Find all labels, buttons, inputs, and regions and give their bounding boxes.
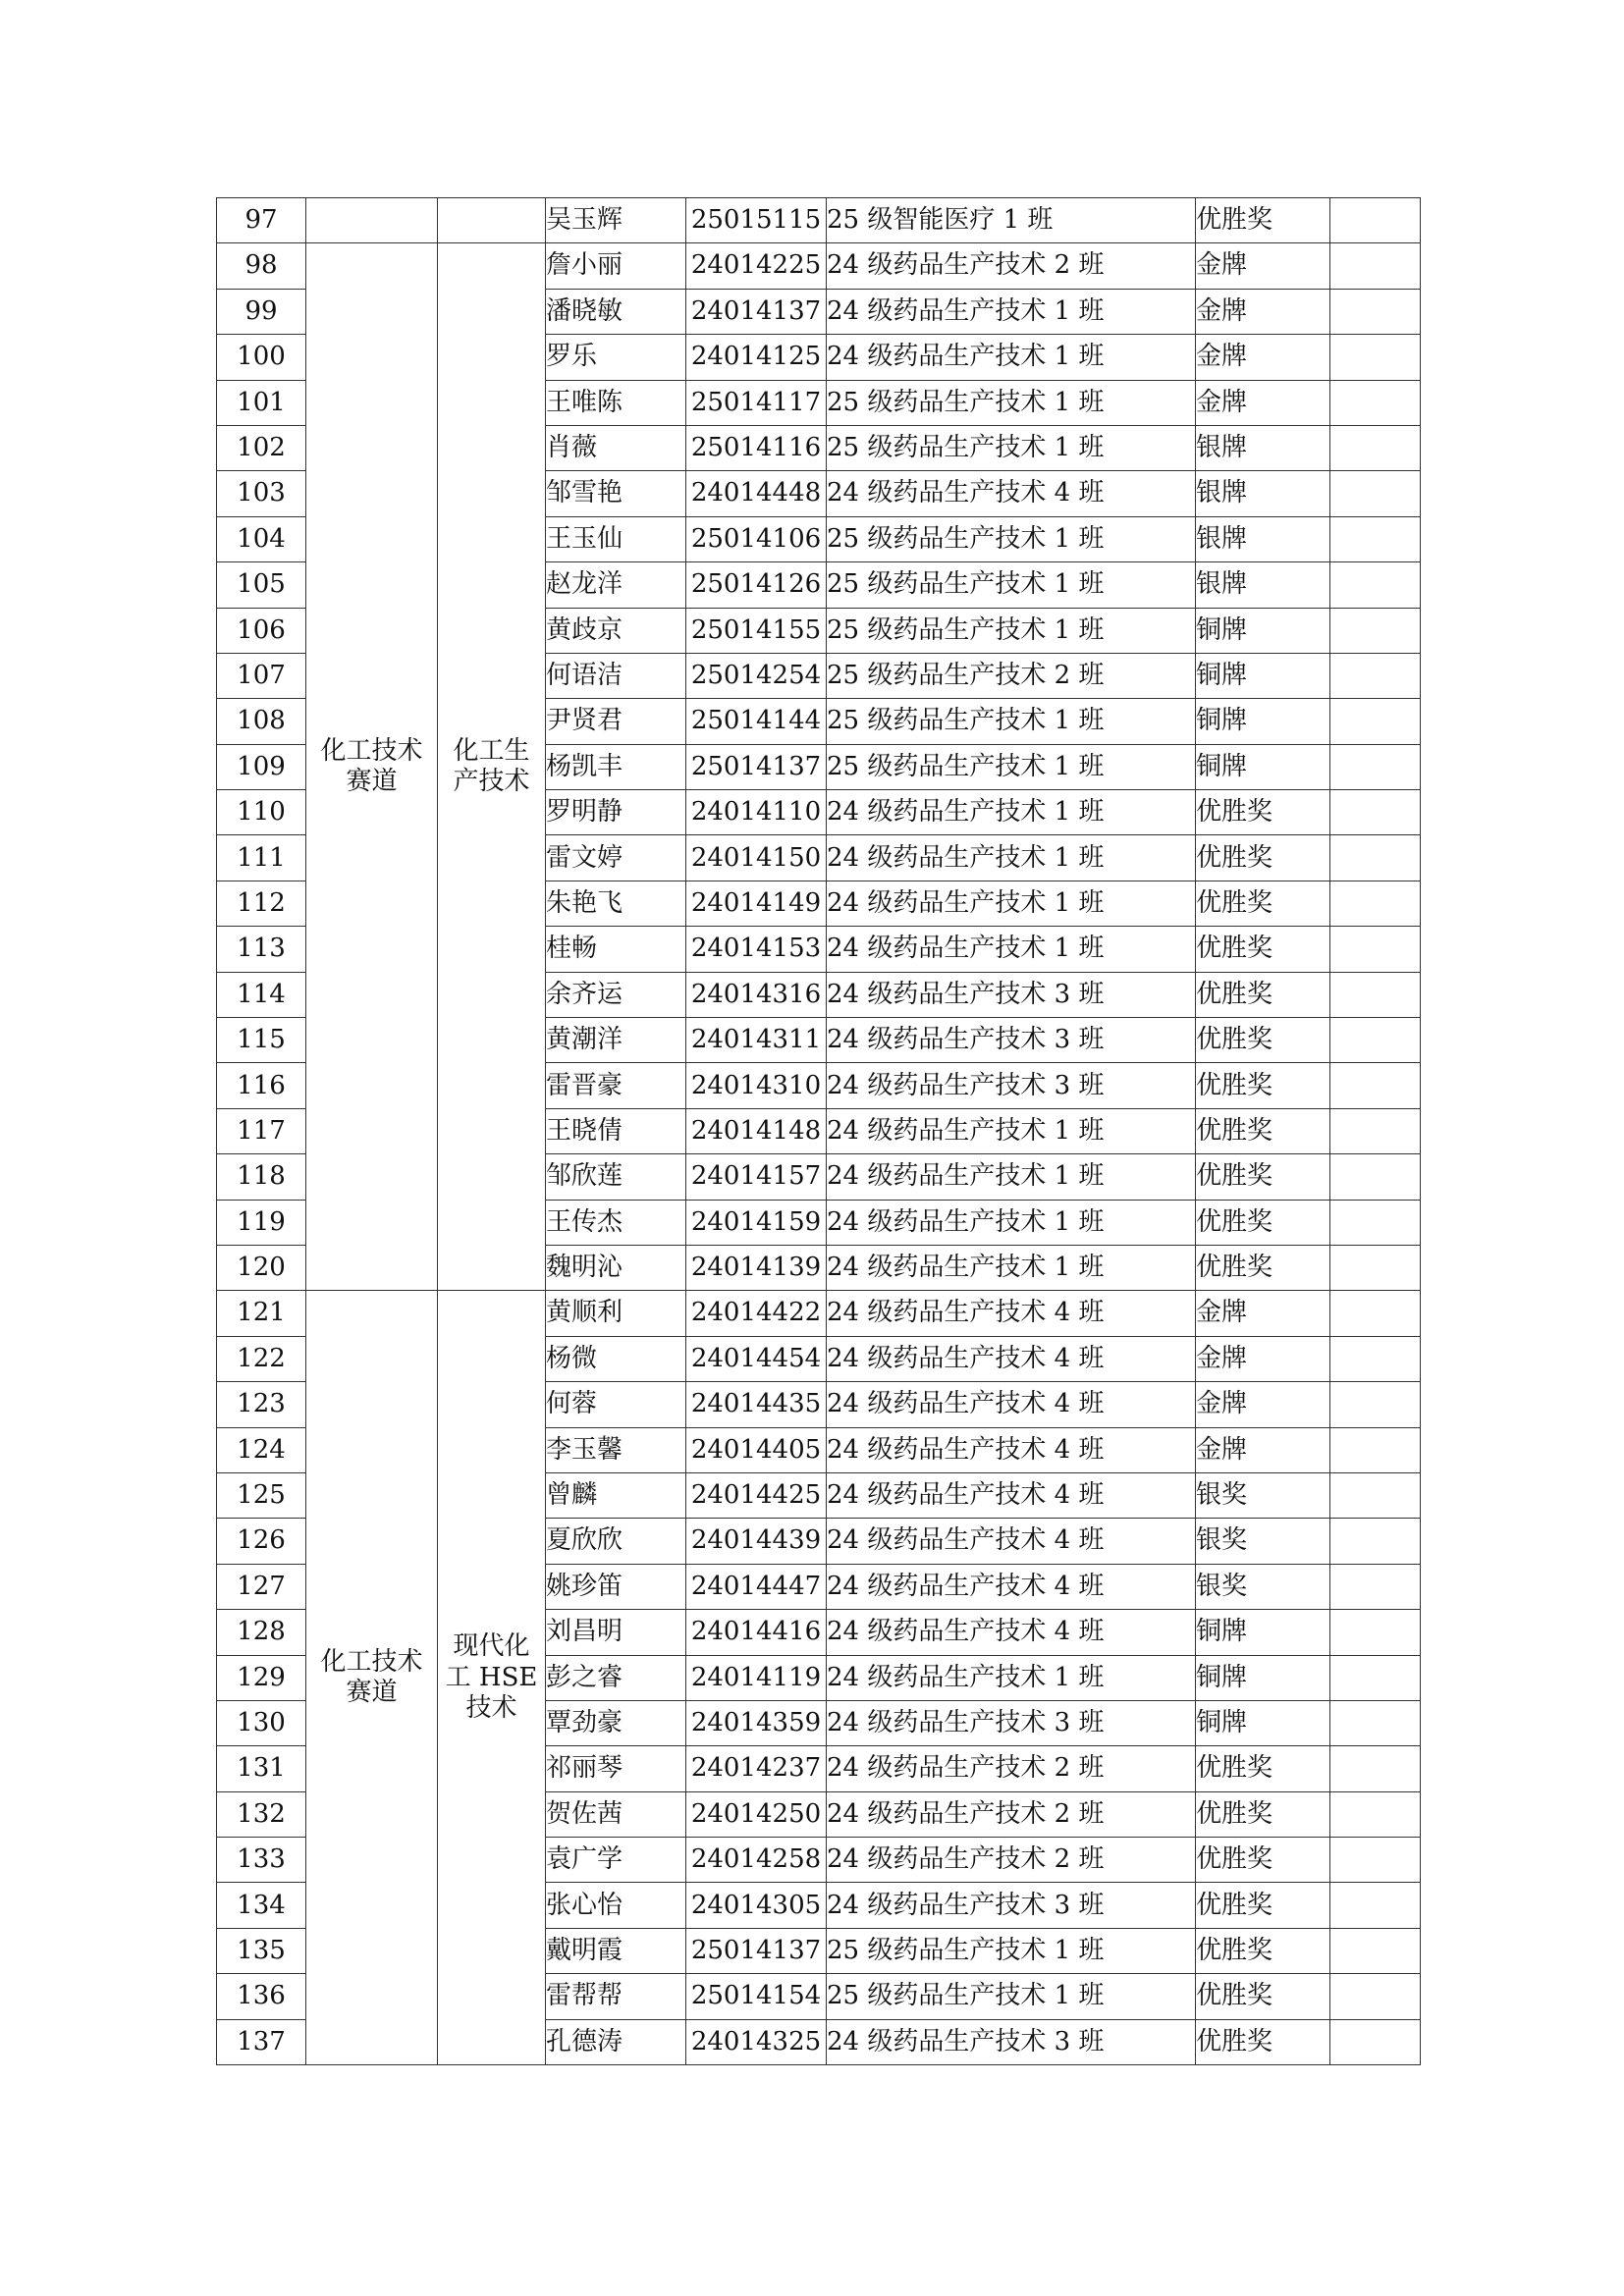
- student-name-cell: 戴明霞: [546, 1928, 686, 1973]
- student-id-cell: 24014159: [686, 1200, 827, 1245]
- student-id-cell: 24014447: [686, 1564, 827, 1609]
- award-cell: 金牌: [1196, 335, 1330, 380]
- remarks-cell: [1330, 2019, 1421, 2064]
- remarks-cell: [1330, 198, 1421, 243]
- remarks-cell: [1330, 1791, 1421, 1837]
- student-name-cell: 邹欣莲: [546, 1154, 686, 1200]
- award-cell: 优胜奖: [1196, 972, 1330, 1017]
- remarks-cell: [1330, 744, 1421, 789]
- class-cell: 24 级药品生产技术 4 班: [827, 1519, 1196, 1564]
- track-cell: [306, 198, 438, 243]
- remarks-cell: [1330, 1382, 1421, 1427]
- student-id-cell: 24014435: [686, 1382, 827, 1427]
- remarks-cell: [1330, 1063, 1421, 1108]
- row-number-cell: 124: [217, 1427, 306, 1472]
- award-cell: 银牌: [1196, 471, 1330, 516]
- row-number-cell: 109: [217, 744, 306, 789]
- class-cell: 24 级药品生产技术 2 班: [827, 1838, 1196, 1883]
- class-cell: 24 级药品生产技术 4 班: [827, 1427, 1196, 1472]
- remarks-cell: [1330, 1200, 1421, 1245]
- remarks-cell: [1330, 289, 1421, 334]
- track-label: 化工技术 赛道: [320, 736, 423, 797]
- project-cell: [438, 198, 546, 243]
- student-id-cell: 24014325: [686, 2019, 827, 2064]
- class-cell: 25 级药品生产技术 1 班: [827, 1928, 1196, 1973]
- award-cell: 金牌: [1196, 1382, 1330, 1427]
- class-cell: 24 级药品生产技术 3 班: [827, 2019, 1196, 2064]
- remarks-cell: [1330, 699, 1421, 744]
- student-id-cell: 24014125: [686, 335, 827, 380]
- award-cell: 优胜奖: [1196, 835, 1330, 881]
- remarks-cell: [1330, 1519, 1421, 1564]
- table-row: [217, 243, 1421, 289]
- award-cell: 金牌: [1196, 1427, 1330, 1472]
- student-name-cell: 彭之睿: [546, 1655, 686, 1700]
- student-name-cell: 王传杰: [546, 1200, 686, 1245]
- award-table-body: [217, 198, 1421, 2065]
- row-number-cell: 120: [217, 1245, 306, 1290]
- student-name-cell: 孔德涛: [546, 2019, 686, 2064]
- remarks-cell: [1330, 608, 1421, 653]
- award-cell: 金牌: [1196, 1291, 1330, 1336]
- student-name-cell: 张心怡: [546, 1883, 686, 1928]
- track-label: 化工技术 赛道: [320, 1647, 423, 1708]
- award-cell: 优胜奖: [1196, 927, 1330, 972]
- award-cell: 铜牌: [1196, 653, 1330, 698]
- class-cell: 24 级药品生产技术 3 班: [827, 1018, 1196, 1063]
- remarks-cell: [1330, 380, 1421, 425]
- student-name-cell: 杨凯丰: [546, 744, 686, 789]
- project-label: 现代化 工 HSE 技术: [445, 1631, 538, 1723]
- student-name-cell: 黄歧京: [546, 608, 686, 653]
- award-cell: 优胜奖: [1196, 1974, 1330, 2019]
- student-id-cell: 24014150: [686, 835, 827, 881]
- student-id-cell: 24014153: [686, 927, 827, 972]
- student-id-cell: 24014119: [686, 1655, 827, 1700]
- award-cell: 银奖: [1196, 1564, 1330, 1609]
- class-cell: 25 级药品生产技术 1 班: [827, 744, 1196, 789]
- student-name-cell: 曾麟: [546, 1472, 686, 1518]
- row-number-cell: 118: [217, 1154, 306, 1200]
- row-number-cell: 128: [217, 1610, 306, 1655]
- remarks-cell: [1330, 1245, 1421, 1290]
- remarks-cell: [1330, 927, 1421, 972]
- award-cell: 铜牌: [1196, 1610, 1330, 1655]
- award-cell: 金牌: [1196, 1336, 1330, 1381]
- remarks-cell: [1330, 972, 1421, 1017]
- row-number-cell: 129: [217, 1655, 306, 1700]
- student-id-cell: 24014310: [686, 1063, 827, 1108]
- student-id-cell: 25014116: [686, 425, 827, 470]
- student-id-cell: 24014157: [686, 1154, 827, 1200]
- row-number-cell: 125: [217, 1472, 306, 1518]
- class-cell: 24 级药品生产技术 1 班: [827, 1108, 1196, 1153]
- award-cell: 金牌: [1196, 243, 1330, 289]
- student-name-cell: 潘晓敏: [546, 289, 686, 334]
- class-cell: 24 级药品生产技术 1 班: [827, 1655, 1196, 1700]
- class-cell: 25 级药品生产技术 1 班: [827, 1974, 1196, 2019]
- student-id-cell: 25014137: [686, 744, 827, 789]
- row-number-cell: 112: [217, 881, 306, 926]
- remarks-cell: [1330, 790, 1421, 835]
- row-number-cell: 116: [217, 1063, 306, 1108]
- student-name-cell: 罗乐: [546, 335, 686, 380]
- student-id-cell: 24014250: [686, 1791, 827, 1837]
- class-cell: 24 级药品生产技术 1 班: [827, 835, 1196, 881]
- student-name-cell: 罗明静: [546, 790, 686, 835]
- row-number-cell: 131: [217, 1746, 306, 1791]
- remarks-cell: [1330, 1746, 1421, 1791]
- class-cell: 24 级药品生产技术 4 班: [827, 1291, 1196, 1336]
- row-number-cell: 136: [217, 1974, 306, 2019]
- class-cell: 24 级药品生产技术 2 班: [827, 1746, 1196, 1791]
- remarks-cell: [1330, 835, 1421, 881]
- student-id-cell: 24014405: [686, 1427, 827, 1472]
- award-cell: 银牌: [1196, 425, 1330, 470]
- class-cell: 24 级药品生产技术 4 班: [827, 1336, 1196, 1381]
- student-name-cell: 雷帮帮: [546, 1974, 686, 2019]
- award-cell: 优胜奖: [1196, 790, 1330, 835]
- class-cell: 24 级药品生产技术 1 班: [827, 1245, 1196, 1290]
- award-cell: 铜牌: [1196, 1700, 1330, 1745]
- student-id-cell: 25014154: [686, 1974, 827, 2019]
- student-name-cell: 魏明沁: [546, 1245, 686, 1290]
- award-cell: 优胜奖: [1196, 1063, 1330, 1108]
- student-id-cell: 24014137: [686, 289, 827, 334]
- student-id-cell: 24014454: [686, 1336, 827, 1381]
- student-id-cell: 24014359: [686, 1700, 827, 1745]
- class-cell: 25 级药品生产技术 1 班: [827, 425, 1196, 470]
- row-number-cell: 102: [217, 425, 306, 470]
- student-id-cell: 24014316: [686, 972, 827, 1017]
- student-name-cell: 刘昌明: [546, 1610, 686, 1655]
- student-id-cell: 24014448: [686, 471, 827, 516]
- student-id-cell: 24014416: [686, 1610, 827, 1655]
- row-number-cell: 119: [217, 1200, 306, 1245]
- row-number-cell: 111: [217, 835, 306, 881]
- award-cell: 优胜奖: [1196, 1791, 1330, 1837]
- row-number-cell: 132: [217, 1791, 306, 1837]
- row-number-cell: 121: [217, 1291, 306, 1336]
- student-name-cell: 何语洁: [546, 653, 686, 698]
- student-name-cell: 雷晋豪: [546, 1063, 686, 1108]
- award-cell: 银牌: [1196, 562, 1330, 608]
- class-cell: 24 级药品生产技术 4 班: [827, 1472, 1196, 1518]
- student-name-cell: 黄潮洋: [546, 1018, 686, 1063]
- award-cell: 优胜奖: [1196, 1746, 1330, 1791]
- class-cell: 25 级药品生产技术 1 班: [827, 699, 1196, 744]
- student-name-cell: 王唯陈: [546, 380, 686, 425]
- student-id-cell: 24014439: [686, 1519, 827, 1564]
- class-cell: 24 级药品生产技术 1 班: [827, 1200, 1196, 1245]
- student-id-cell: 24014149: [686, 881, 827, 926]
- award-cell: 优胜奖: [1196, 1108, 1330, 1153]
- student-id-cell: 25015115: [686, 198, 827, 243]
- class-cell: 24 级药品生产技术 1 班: [827, 1154, 1196, 1200]
- student-name-cell: 肖薇: [546, 425, 686, 470]
- remarks-cell: [1330, 1974, 1421, 2019]
- remarks-cell: [1330, 425, 1421, 470]
- project-cell: [438, 243, 546, 1291]
- remarks-cell: [1330, 516, 1421, 561]
- row-number-cell: 127: [217, 1564, 306, 1609]
- class-cell: 24 级药品生产技术 3 班: [827, 1883, 1196, 1928]
- student-name-cell: 杨微: [546, 1336, 686, 1381]
- row-number-cell: 110: [217, 790, 306, 835]
- award-cell: 铜牌: [1196, 744, 1330, 789]
- student-name-cell: 桂畅: [546, 927, 686, 972]
- student-id-cell: 24014422: [686, 1291, 827, 1336]
- student-id-cell: 25014106: [686, 516, 827, 561]
- class-cell: 24 级药品生产技术 1 班: [827, 335, 1196, 380]
- class-cell: 24 级药品生产技术 4 班: [827, 1610, 1196, 1655]
- row-number-cell: 101: [217, 380, 306, 425]
- student-id-cell: 24014225: [686, 243, 827, 289]
- row-number-cell: 97: [217, 198, 306, 243]
- award-cell: 优胜奖: [1196, 198, 1330, 243]
- student-name-cell: 夏欣欣: [546, 1519, 686, 1564]
- student-name-cell: 袁广学: [546, 1838, 686, 1883]
- class-cell: 25 级药品生产技术 1 班: [827, 380, 1196, 425]
- student-name-cell: 黄顺利: [546, 1291, 686, 1336]
- student-id-cell: 24014237: [686, 1746, 827, 1791]
- remarks-cell: [1330, 1700, 1421, 1745]
- remarks-cell: [1330, 1883, 1421, 1928]
- student-id-cell: 25014117: [686, 380, 827, 425]
- student-id-cell: 24014148: [686, 1108, 827, 1153]
- row-number-cell: 135: [217, 1928, 306, 1973]
- student-id-cell: 24014305: [686, 1883, 827, 1928]
- class-cell: 24 级药品生产技术 1 班: [827, 881, 1196, 926]
- row-number-cell: 99: [217, 289, 306, 334]
- row-number-cell: 123: [217, 1382, 306, 1427]
- award-cell: 优胜奖: [1196, 1018, 1330, 1063]
- student-name-cell: 雷文婷: [546, 835, 686, 881]
- student-id-cell: 25014155: [686, 608, 827, 653]
- class-cell: 24 级药品生产技术 3 班: [827, 972, 1196, 1017]
- award-cell: 金牌: [1196, 289, 1330, 334]
- student-id-cell: 25014137: [686, 1928, 827, 1973]
- row-number-cell: 115: [217, 1018, 306, 1063]
- track-cell: [306, 243, 438, 1291]
- award-cell: 银奖: [1196, 1472, 1330, 1518]
- row-number-cell: 122: [217, 1336, 306, 1381]
- award-cell: 优胜奖: [1196, 2019, 1330, 2064]
- student-name-cell: 贺佐茜: [546, 1791, 686, 1837]
- award-cell: 优胜奖: [1196, 1883, 1330, 1928]
- student-name-cell: 赵龙洋: [546, 562, 686, 608]
- student-id-cell: 24014425: [686, 1472, 827, 1518]
- row-number-cell: 105: [217, 562, 306, 608]
- remarks-cell: [1330, 1336, 1421, 1381]
- award-cell: 铜牌: [1196, 608, 1330, 653]
- row-number-cell: 104: [217, 516, 306, 561]
- award-cell: 优胜奖: [1196, 1200, 1330, 1245]
- remarks-cell: [1330, 1655, 1421, 1700]
- remarks-cell: [1330, 881, 1421, 926]
- class-cell: 24 级药品生产技术 3 班: [827, 1063, 1196, 1108]
- row-number-cell: 137: [217, 2019, 306, 2064]
- student-id-cell: 25014254: [686, 653, 827, 698]
- award-cell: 优胜奖: [1196, 1838, 1330, 1883]
- student-name-cell: 尹贤君: [546, 699, 686, 744]
- class-cell: 24 级药品生产技术 1 班: [827, 927, 1196, 972]
- student-name-cell: 詹小丽: [546, 243, 686, 289]
- row-number-cell: 108: [217, 699, 306, 744]
- award-cell: 优胜奖: [1196, 1245, 1330, 1290]
- award-cell: 银牌: [1196, 516, 1330, 561]
- student-id-cell: 24014110: [686, 790, 827, 835]
- student-id-cell: 24014139: [686, 1245, 827, 1290]
- remarks-cell: [1330, 653, 1421, 698]
- class-cell: 24 级药品生产技术 2 班: [827, 243, 1196, 289]
- award-cell: 铜牌: [1196, 699, 1330, 744]
- remarks-cell: [1330, 1564, 1421, 1609]
- row-number-cell: 106: [217, 608, 306, 653]
- student-id-cell: 25014144: [686, 699, 827, 744]
- class-cell: 25 级药品生产技术 1 班: [827, 562, 1196, 608]
- award-cell: 优胜奖: [1196, 1154, 1330, 1200]
- row-number-cell: 126: [217, 1519, 306, 1564]
- class-cell: 24 级药品生产技术 4 班: [827, 1382, 1196, 1427]
- student-name-cell: 姚珍笛: [546, 1564, 686, 1609]
- student-name-cell: 邹雪艳: [546, 471, 686, 516]
- row-number-cell: 98: [217, 243, 306, 289]
- award-cell: 优胜奖: [1196, 881, 1330, 926]
- remarks-cell: [1330, 243, 1421, 289]
- student-name-cell: 吴玉辉: [546, 198, 686, 243]
- award-cell: 铜牌: [1196, 1655, 1330, 1700]
- class-cell: 24 级药品生产技术 4 班: [827, 471, 1196, 516]
- remarks-cell: [1330, 1472, 1421, 1518]
- student-name-cell: 余齐运: [546, 972, 686, 1017]
- class-cell: 25 级药品生产技术 2 班: [827, 653, 1196, 698]
- row-number-cell: 114: [217, 972, 306, 1017]
- class-cell: 24 级药品生产技术 1 班: [827, 790, 1196, 835]
- award-table: [216, 197, 1421, 2065]
- class-cell: 24 级药品生产技术 3 班: [827, 1700, 1196, 1745]
- remarks-cell: [1330, 1928, 1421, 1973]
- student-id-cell: 25014126: [686, 562, 827, 608]
- class-cell: 24 级药品生产技术 1 班: [827, 289, 1196, 334]
- row-number-cell: 103: [217, 471, 306, 516]
- remarks-cell: [1330, 1291, 1421, 1336]
- remarks-cell: [1330, 562, 1421, 608]
- row-number-cell: 134: [217, 1883, 306, 1928]
- remarks-cell: [1330, 1838, 1421, 1883]
- table-row: [217, 198, 1421, 243]
- student-name-cell: 何蓉: [546, 1382, 686, 1427]
- remarks-cell: [1330, 1610, 1421, 1655]
- award-cell: 银奖: [1196, 1519, 1330, 1564]
- remarks-cell: [1330, 335, 1421, 380]
- remarks-cell: [1330, 1018, 1421, 1063]
- class-cell: 24 级药品生产技术 2 班: [827, 1791, 1196, 1837]
- award-cell: 金牌: [1196, 380, 1330, 425]
- track-cell: [306, 1291, 438, 2065]
- row-number-cell: 130: [217, 1700, 306, 1745]
- student-name-cell: 王晓倩: [546, 1108, 686, 1153]
- row-number-cell: 107: [217, 653, 306, 698]
- row-number-cell: 117: [217, 1108, 306, 1153]
- student-name-cell: 王玉仙: [546, 516, 686, 561]
- remarks-cell: [1330, 1427, 1421, 1472]
- class-cell: 25 级药品生产技术 1 班: [827, 516, 1196, 561]
- project-cell: [438, 1291, 546, 2065]
- project-label: 化工生 产技术: [453, 736, 530, 797]
- class-cell: 25 级药品生产技术 1 班: [827, 608, 1196, 653]
- class-cell: 25 级智能医疗 1 班: [827, 198, 1196, 243]
- row-number-cell: 133: [217, 1838, 306, 1883]
- student-id-cell: 24014311: [686, 1018, 827, 1063]
- student-id-cell: 24014258: [686, 1838, 827, 1883]
- table-row: [217, 1291, 1421, 1336]
- remarks-cell: [1330, 1154, 1421, 1200]
- remarks-cell: [1330, 471, 1421, 516]
- row-number-cell: 113: [217, 927, 306, 972]
- student-name-cell: 覃劲豪: [546, 1700, 686, 1745]
- row-number-cell: 100: [217, 335, 306, 380]
- student-name-cell: 李玉馨: [546, 1427, 686, 1472]
- student-name-cell: 祁丽琴: [546, 1746, 686, 1791]
- award-cell: 优胜奖: [1196, 1928, 1330, 1973]
- student-name-cell: 朱艳飞: [546, 881, 686, 926]
- class-cell: 24 级药品生产技术 4 班: [827, 1564, 1196, 1609]
- remarks-cell: [1330, 1108, 1421, 1153]
